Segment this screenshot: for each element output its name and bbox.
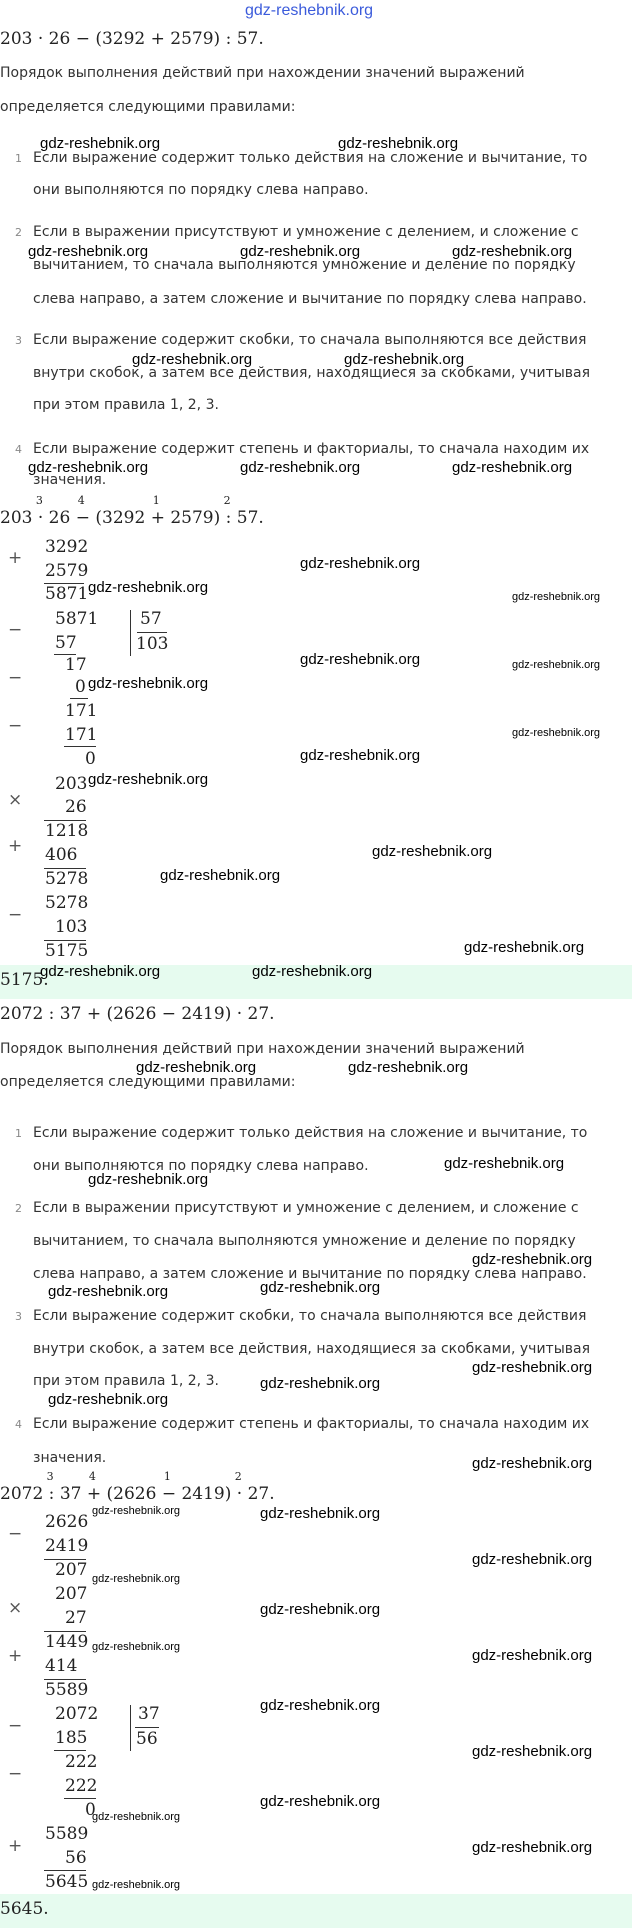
step-line [54,1750,86,1751]
watermark: gdz-reshebnik.org [472,1455,593,1472]
problem2-intro-line2: определяется следующими правилами: [0,1074,296,1090]
minus-sign: − [8,716,23,736]
operand: 103 [55,917,88,937]
watermark: gdz-reshebnik.org [136,1059,257,1076]
watermark: gdz-reshebnik.org [512,591,601,603]
watermark: gdz-reshebnik.org [28,243,149,260]
rule-text: вычитанием, то сначала выполняются умножение и деление по порядку [33,257,576,273]
rule-text: Если выражение содержит скобки, то сначала выполняются все действия [33,332,587,348]
watermark: gdz-reshebnik.org [40,135,161,152]
watermark: gdz-reshebnik.org [338,135,459,152]
divisor-line [137,632,167,633]
subtrahend: 185 [55,1728,88,1748]
operand: 2419 [45,1536,89,1556]
remainder: 17 [65,655,87,675]
step-line [70,698,88,699]
watermark: gdz-reshebnik.org [260,1505,381,1522]
watermark: gdz-reshebnik.org [252,963,373,980]
operand: 27 [65,1608,87,1628]
rule-number: 3 [15,1310,22,1323]
watermark: gdz-reshebnik.org [344,351,465,368]
watermark: gdz-reshebnik.org [132,351,253,368]
rule-number: 1 [15,1127,22,1140]
watermark: gdz-reshebnik.org [92,1811,181,1823]
rule-number: 4 [15,1418,22,1431]
plus-sign: + [8,548,23,568]
operand: 207 [55,1584,88,1604]
rule-text: Если выражение содержит только действия на сложение и вычитание, то [33,150,588,166]
watermark: gdz-reshebnik.org [300,555,421,572]
rule-text: Если в выражении присутствуют и умножение с делением, и сложение с [33,224,579,240]
divisor-line [135,1727,159,1728]
problem2-expression: 2072 : 37 + (2626 − 2419) · 27. [0,1004,275,1024]
problem2-intro-line1: Порядок выполнения действий при нахождении значений выражений [0,1041,525,1057]
watermark: gdz-reshebnik.org [452,459,573,476]
watermark: gdz-reshebnik.org [472,1839,593,1856]
watermark: gdz-reshebnik.org [88,771,209,788]
watermark: gdz-reshebnik.org [452,243,573,260]
result: 5589 [45,1680,89,1700]
rule-text: при этом правила 1, 2, 3. [33,1373,219,1389]
watermark: gdz-reshebnik.org [260,1375,381,1392]
answer: 5175. [0,970,49,990]
problem1-intro-line1: Порядок выполнения действий при нахождении значений выражений [0,65,525,81]
watermark: gdz-reshebnik.org [48,1283,169,1300]
rule-text: значения. [33,472,107,488]
result: 5278 [45,869,89,889]
times-sign: × [8,1598,23,1618]
divisor: 57 [140,609,162,629]
watermark: gdz-reshebnik.org [88,675,209,692]
rule-text: внутри скобок, а затем все действия, находящиеся за скобками, учитывая [33,1341,591,1357]
division-bar [130,610,131,656]
watermark: gdz-reshebnik.org [92,1641,181,1653]
rule-text: при этом правила 1, 2, 3. [33,397,219,413]
watermark: gdz-reshebnik.org [260,1601,381,1618]
remainder: 0 [85,749,96,769]
quotient: 56 [136,1729,158,1749]
watermark: gdz-reshebnik.org [260,1793,381,1810]
rule-text: внутри скобок, а затем все действия, находящиеся за скобками, учитывая [33,365,591,381]
times-sign: × [8,790,23,810]
watermark: gdz-reshebnik.org [40,963,161,980]
remainder: 222 [65,1752,98,1772]
minus-sign: − [8,1764,23,1784]
minus-sign: − [8,1524,23,1544]
watermark: gdz-reshebnik.org [372,843,493,860]
watermark: gdz-reshebnik.org [240,243,361,260]
watermark: gdz-reshebnik.org [88,1171,209,1188]
sum-line [44,1870,86,1871]
watermark: gdz-reshebnik.org [472,1647,593,1664]
watermark: gdz-reshebnik.org [48,1391,169,1408]
rule-number: 3 [15,334,22,347]
watermark: gdz-reshebnik.org [512,659,601,671]
watermark: gdz-reshebnik.org [28,459,149,476]
divisor: 37 [138,1704,160,1724]
step-line [64,1798,96,1799]
order-expression: 203 3 · 26 4 − (3292 1 + 2579) 2 : 57. [0,494,264,528]
watermark: gdz-reshebnik.org [472,1743,593,1760]
operand: 2626 [45,1512,89,1532]
answer: 5645. [0,1899,49,1919]
watermark: gdz-reshebnik.org [512,727,601,739]
watermark: gdz-reshebnik.org [92,1505,181,1517]
step-line [64,746,96,747]
result: 5871 [45,584,89,604]
watermark: gdz-reshebnik.org [464,939,585,956]
operand: 5278 [45,893,89,913]
rule-text: значения. [33,1450,107,1466]
watermark: gdz-reshebnik.org [300,747,421,764]
watermark: gdz-reshebnik.org [88,579,209,596]
dividend: 5871 [55,609,99,629]
partial-product: 406 [45,845,78,865]
watermark: gdz-reshebnik.org [260,1697,381,1714]
rule-text: вычитанием, то сначала выполняются умножение и деление по порядку [33,1233,576,1249]
rule-text: слева направо, а затем сложение и вычитание по порядку слева направо. [33,291,587,307]
rule-text: Если выражение содержит степень и факториалы, то сначала находим их [33,441,590,457]
result: 207 [55,1560,88,1580]
quotient: 103 [136,634,169,654]
minus-sign: − [8,1716,23,1736]
rule-text: Если выражение содержит скобки, то сначала выполняются все действия [33,1308,587,1324]
problem1-expression: 203 · 26 − (3292 + 2579) : 57. [0,29,264,49]
subtrahend: 0 [75,677,86,697]
minus-sign: − [8,668,23,688]
result: 5175 [45,941,89,961]
operand: 26 [65,797,87,817]
operand: 203 [55,774,88,794]
rule-number: 2 [15,226,22,239]
order-expression: 2072 3 : 37 4 + (2626 1 − 2419) 2 · 27. [0,1470,275,1504]
plus-sign: + [8,836,23,856]
watermark: gdz-reshebnik.org [92,1573,181,1585]
rule-number: 2 [15,1202,22,1215]
watermark: gdz-reshebnik.org [300,651,421,668]
watermark: gdz-reshebnik.org [444,1155,565,1172]
rule-text: Если выражение содержит степень и факториалы, то сначала находим их [33,1416,590,1432]
rule-text: они выполняются по порядку слева направо. [33,182,369,198]
division-bar [130,1705,131,1751]
operand: 56 [65,1848,87,1868]
rule-text: Если выражение содержит только действия на сложение и вычитание, то [33,1125,588,1141]
watermark: gdz-reshebnik.org [472,1359,593,1376]
partial-product: 414 [45,1656,78,1676]
watermark: gdz-reshebnik.org [348,1059,469,1076]
rule-text: Если в выражении присутствуют и умножение с делением, и сложение с [33,1200,579,1216]
minus-sign: − [8,905,23,925]
remainder: 171 [65,701,98,721]
watermark: gdz-reshebnik.org [240,459,361,476]
partial-product: 1449 [45,1632,89,1652]
watermark: gdz-reshebnik.org [472,1551,593,1568]
rule-number: 4 [15,443,22,456]
rule-text: слева направо, а затем сложение и вычитание по порядку слева направо. [33,1266,587,1282]
result: 5645 [45,1872,89,1892]
watermark: gdz-reshebnik.org [160,867,281,884]
subtrahend: 57 [55,633,77,653]
subtrahend: 171 [65,725,98,745]
operand: 5589 [45,1824,89,1844]
problem1-intro-line2: определяется следующими правилами: [0,99,296,115]
plus-sign: + [8,1836,23,1856]
operand: 2579 [45,561,89,581]
watermark: gdz-reshebnik.org [260,1279,381,1296]
partial-product: 1218 [45,821,89,841]
operand: 3292 [45,537,89,557]
dividend: 2072 [55,1704,99,1724]
plus-sign: + [8,1646,23,1666]
rule-text: они выполняются по порядку слева направо. [33,1158,369,1174]
rule-number: 1 [15,152,22,165]
remainder: 0 [85,1800,96,1820]
site-header[interactable]: gdz-reshebnik.org [245,2,374,19]
watermark: gdz-reshebnik.org [92,1879,181,1891]
watermark: gdz-reshebnik.org [472,1251,593,1268]
subtrahend: 222 [65,1776,98,1796]
answer-highlight [0,1894,632,1928]
minus-sign: − [8,620,23,640]
